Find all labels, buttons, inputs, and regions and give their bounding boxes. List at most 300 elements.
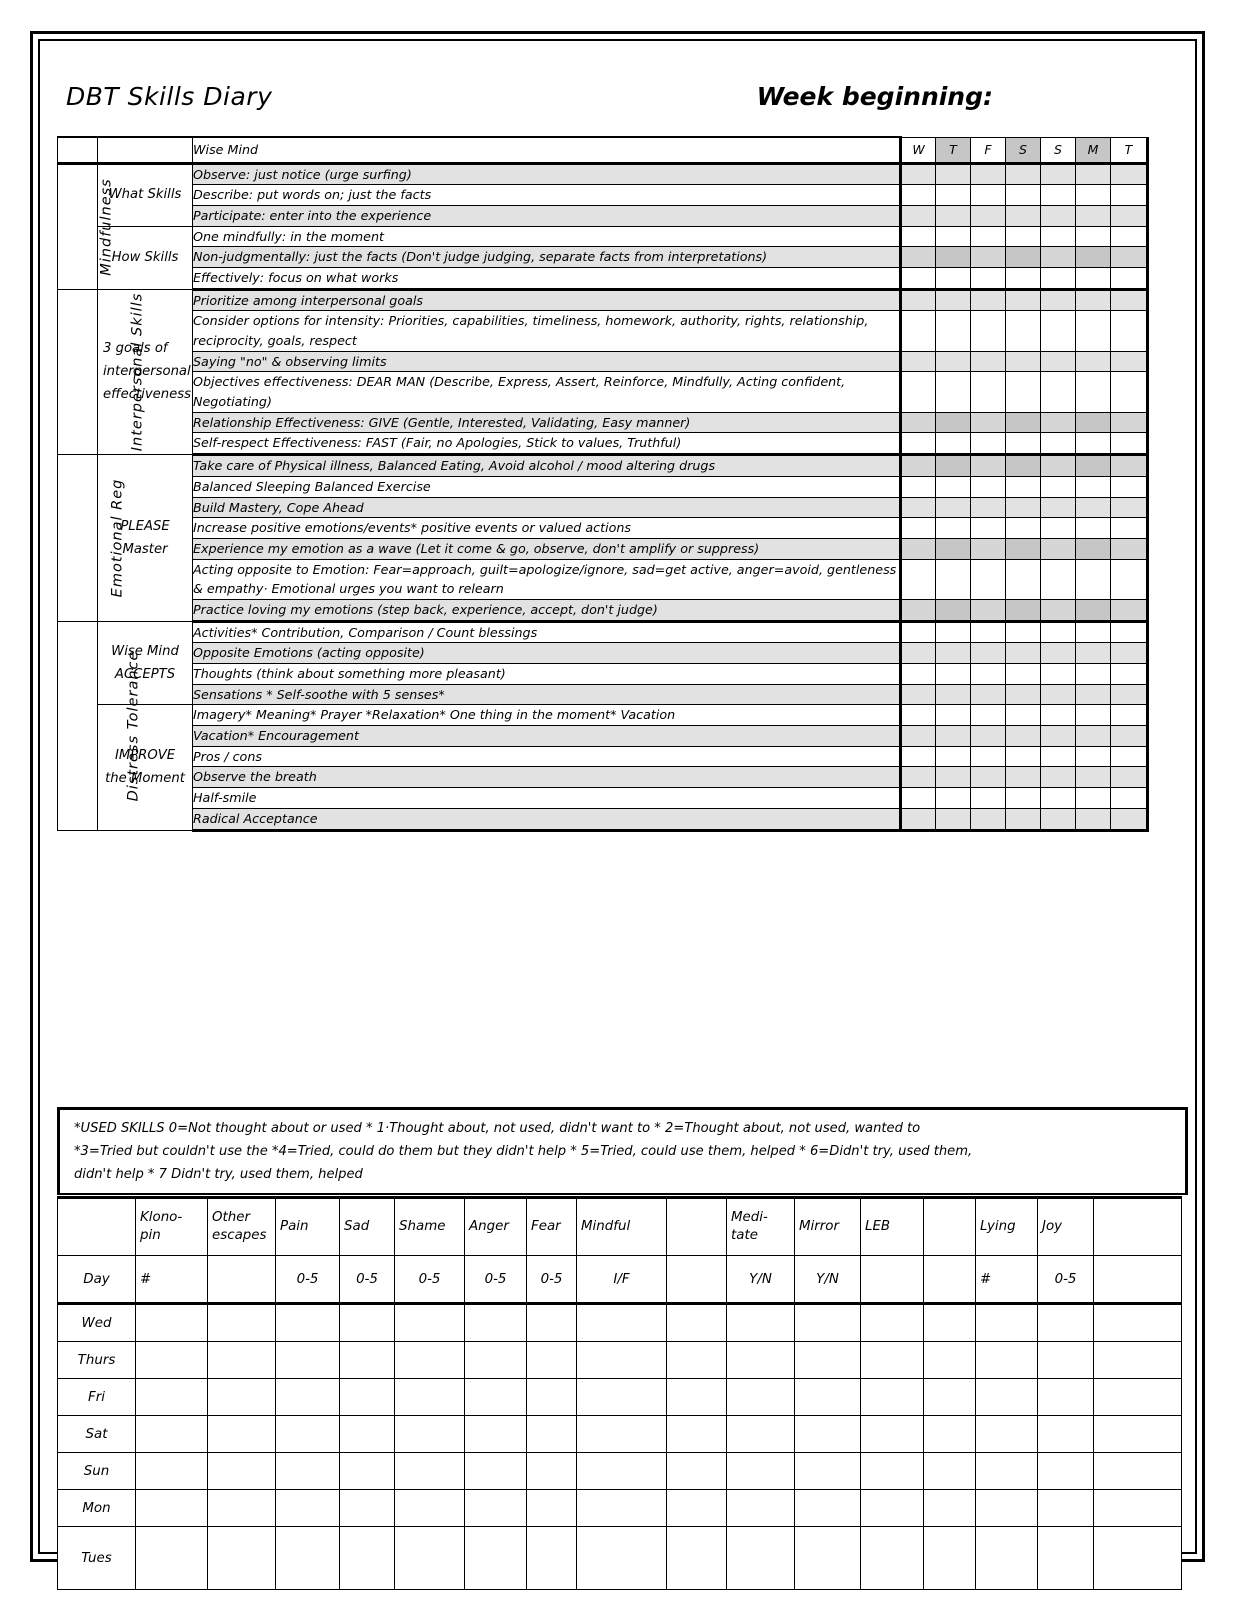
tracker-entry-cell[interactable]	[527, 1490, 577, 1527]
skill-day-cell[interactable]	[1006, 684, 1041, 705]
skill-day-cell[interactable]	[901, 226, 936, 247]
tracker-entry-cell[interactable]	[395, 1453, 465, 1490]
skill-day-cell[interactable]	[1111, 476, 1148, 497]
skill-day-cell[interactable]	[971, 412, 1006, 433]
tracker-entry-cell[interactable]	[1094, 1304, 1182, 1342]
skill-day-cell[interactable]	[901, 643, 936, 664]
skill-day-cell[interactable]	[1006, 372, 1041, 412]
skill-day-cell[interactable]	[901, 163, 936, 185]
tracker-entry-cell[interactable]	[340, 1453, 395, 1490]
skill-day-cell[interactable]	[1006, 726, 1041, 747]
skill-day-cell[interactable]	[971, 726, 1006, 747]
skill-day-cell[interactable]	[1076, 599, 1111, 621]
skill-day-cell[interactable]	[1076, 705, 1111, 726]
tracker-entry-cell[interactable]	[527, 1527, 577, 1590]
skill-day-cell[interactable]	[971, 518, 1006, 539]
skill-day-cell[interactable]	[1041, 621, 1076, 643]
skill-day-cell[interactable]	[971, 767, 1006, 788]
skill-day-cell[interactable]	[901, 205, 936, 226]
tracker-entry-cell[interactable]	[465, 1453, 527, 1490]
tracker-entry-cell[interactable]	[208, 1379, 276, 1416]
tracker-entry-cell[interactable]	[924, 1304, 976, 1342]
tracker-entry-cell[interactable]	[667, 1342, 727, 1379]
skill-day-cell[interactable]	[1041, 311, 1076, 351]
tracker-entry-cell[interactable]	[208, 1416, 276, 1453]
skill-day-cell[interactable]	[971, 621, 1006, 643]
skill-day-cell[interactable]	[1111, 267, 1148, 289]
skill-day-cell[interactable]	[1041, 476, 1076, 497]
tracker-entry-cell[interactable]	[395, 1490, 465, 1527]
skill-day-cell[interactable]	[936, 267, 971, 289]
skill-day-cell[interactable]	[1041, 433, 1076, 455]
skill-day-cell[interactable]	[1076, 433, 1111, 455]
tracker-entry-cell[interactable]	[465, 1342, 527, 1379]
skill-day-cell[interactable]	[1041, 247, 1076, 268]
skill-day-cell[interactable]	[971, 808, 1006, 830]
skill-day-cell[interactable]	[901, 559, 936, 599]
tracker-entry-cell[interactable]	[276, 1416, 340, 1453]
skill-day-cell[interactable]	[1006, 746, 1041, 767]
skill-day-cell[interactable]	[901, 185, 936, 206]
skill-day-cell[interactable]	[901, 664, 936, 685]
skill-day-cell[interactable]	[1006, 476, 1041, 497]
tracker-entry-cell[interactable]	[727, 1527, 795, 1590]
skill-day-cell[interactable]	[901, 788, 936, 809]
tracker-entry-cell[interactable]	[1094, 1527, 1182, 1590]
tracker-entry-cell[interactable]	[1038, 1416, 1094, 1453]
tracker-entry-cell[interactable]	[667, 1490, 727, 1527]
skill-day-cell[interactable]	[936, 788, 971, 809]
skill-day-cell[interactable]	[1076, 726, 1111, 747]
skill-day-cell[interactable]	[901, 538, 936, 559]
skill-day-cell[interactable]	[936, 559, 971, 599]
tracker-entry-cell[interactable]	[1038, 1453, 1094, 1490]
skill-day-cell[interactable]	[1006, 185, 1041, 206]
skill-day-cell[interactable]	[1006, 497, 1041, 518]
skill-day-cell[interactable]	[936, 538, 971, 559]
skill-day-cell[interactable]	[1041, 767, 1076, 788]
skill-day-cell[interactable]	[1041, 746, 1076, 767]
skill-day-cell[interactable]	[1006, 455, 1041, 477]
tracker-entry-cell[interactable]	[465, 1304, 527, 1342]
skill-day-cell[interactable]	[1041, 163, 1076, 185]
tracker-entry-cell[interactable]	[208, 1304, 276, 1342]
skill-day-cell[interactable]	[1111, 497, 1148, 518]
skill-day-cell[interactable]	[901, 599, 936, 621]
skill-day-cell[interactable]	[1006, 247, 1041, 268]
skill-day-cell[interactable]	[1111, 664, 1148, 685]
tracker-entry-cell[interactable]	[395, 1527, 465, 1590]
tracker-entry-cell[interactable]	[577, 1379, 667, 1416]
skill-day-cell[interactable]	[1111, 311, 1148, 351]
skill-day-cell[interactable]	[936, 476, 971, 497]
skill-day-cell[interactable]	[1041, 538, 1076, 559]
tracker-entry-cell[interactable]	[136, 1304, 208, 1342]
skill-day-cell[interactable]	[971, 163, 1006, 185]
tracker-entry-cell[interactable]	[527, 1416, 577, 1453]
tracker-entry-cell[interactable]	[1038, 1490, 1094, 1527]
skill-day-cell[interactable]	[936, 746, 971, 767]
skill-day-cell[interactable]	[1076, 684, 1111, 705]
skill-day-cell[interactable]	[901, 684, 936, 705]
tracker-entry-cell[interactable]	[577, 1342, 667, 1379]
skill-day-cell[interactable]	[1111, 538, 1148, 559]
skill-day-cell[interactable]	[1111, 351, 1148, 372]
skill-day-cell[interactable]	[1006, 351, 1041, 372]
skill-day-cell[interactable]	[1111, 247, 1148, 268]
skill-day-cell[interactable]	[1076, 351, 1111, 372]
skill-day-cell[interactable]	[1041, 205, 1076, 226]
tracker-entry-cell[interactable]	[577, 1527, 667, 1590]
tracker-entry-cell[interactable]	[136, 1453, 208, 1490]
skill-day-cell[interactable]	[1006, 267, 1041, 289]
skill-day-cell[interactable]	[936, 621, 971, 643]
tracker-entry-cell[interactable]	[1038, 1527, 1094, 1590]
skill-day-cell[interactable]	[1006, 311, 1041, 351]
skill-day-cell[interactable]	[1041, 726, 1076, 747]
skill-day-cell[interactable]	[936, 767, 971, 788]
skill-day-cell[interactable]	[1076, 621, 1111, 643]
skill-day-cell[interactable]	[936, 311, 971, 351]
skill-day-cell[interactable]	[1076, 767, 1111, 788]
skill-day-cell[interactable]	[1041, 559, 1076, 599]
skill-day-cell[interactable]	[1041, 267, 1076, 289]
skill-day-cell[interactable]	[1111, 185, 1148, 206]
tracker-entry-cell[interactable]	[861, 1416, 924, 1453]
skill-day-cell[interactable]	[901, 621, 936, 643]
tracker-entry-cell[interactable]	[976, 1490, 1038, 1527]
tracker-entry-cell[interactable]	[667, 1304, 727, 1342]
skill-day-cell[interactable]	[1006, 412, 1041, 433]
skill-day-cell[interactable]	[1111, 643, 1148, 664]
skill-day-cell[interactable]	[971, 746, 1006, 767]
tracker-entry-cell[interactable]	[1094, 1453, 1182, 1490]
skill-day-cell[interactable]	[1006, 518, 1041, 539]
skill-day-cell[interactable]	[971, 289, 1006, 311]
skill-day-cell[interactable]	[936, 226, 971, 247]
skill-day-cell[interactable]	[1076, 788, 1111, 809]
skill-day-cell[interactable]	[1111, 705, 1148, 726]
skill-day-cell[interactable]	[901, 518, 936, 539]
skill-day-cell[interactable]	[971, 788, 1006, 809]
skill-day-cell[interactable]	[971, 311, 1006, 351]
tracker-entry-cell[interactable]	[465, 1490, 527, 1527]
skill-day-cell[interactable]	[1076, 559, 1111, 599]
skill-day-cell[interactable]	[1006, 788, 1041, 809]
skill-day-cell[interactable]	[971, 705, 1006, 726]
skill-day-cell[interactable]	[936, 684, 971, 705]
skill-day-cell[interactable]	[1111, 205, 1148, 226]
tracker-entry-cell[interactable]	[861, 1453, 924, 1490]
tracker-entry-cell[interactable]	[276, 1379, 340, 1416]
skill-day-cell[interactable]	[936, 247, 971, 268]
tracker-entry-cell[interactable]	[727, 1304, 795, 1342]
skill-day-cell[interactable]	[901, 497, 936, 518]
skill-day-cell[interactable]	[1111, 559, 1148, 599]
tracker-entry-cell[interactable]	[527, 1453, 577, 1490]
tracker-entry-cell[interactable]	[1038, 1379, 1094, 1416]
tracker-entry-cell[interactable]	[276, 1304, 340, 1342]
tracker-entry-cell[interactable]	[861, 1490, 924, 1527]
skill-day-cell[interactable]	[1041, 412, 1076, 433]
tracker-entry-cell[interactable]	[465, 1527, 527, 1590]
tracker-entry-cell[interactable]	[795, 1416, 861, 1453]
skill-day-cell[interactable]	[1006, 433, 1041, 455]
tracker-entry-cell[interactable]	[924, 1453, 976, 1490]
tracker-entry-cell[interactable]	[924, 1527, 976, 1590]
tracker-entry-cell[interactable]	[136, 1490, 208, 1527]
skill-day-cell[interactable]	[1076, 538, 1111, 559]
skill-day-cell[interactable]	[1111, 433, 1148, 455]
tracker-entry-cell[interactable]	[795, 1379, 861, 1416]
tracker-entry-cell[interactable]	[577, 1490, 667, 1527]
tracker-entry-cell[interactable]	[577, 1416, 667, 1453]
tracker-entry-cell[interactable]	[395, 1342, 465, 1379]
skill-day-cell[interactable]	[901, 372, 936, 412]
tracker-entry-cell[interactable]	[276, 1342, 340, 1379]
skill-day-cell[interactable]	[1076, 247, 1111, 268]
skill-day-cell[interactable]	[1076, 267, 1111, 289]
skill-day-cell[interactable]	[1111, 599, 1148, 621]
skill-day-cell[interactable]	[971, 351, 1006, 372]
tracker-entry-cell[interactable]	[340, 1304, 395, 1342]
tracker-entry-cell[interactable]	[395, 1304, 465, 1342]
skill-day-cell[interactable]	[1076, 205, 1111, 226]
skill-day-cell[interactable]	[1041, 226, 1076, 247]
tracker-entry-cell[interactable]	[976, 1453, 1038, 1490]
skill-day-cell[interactable]	[1041, 185, 1076, 206]
tracker-entry-cell[interactable]	[861, 1527, 924, 1590]
tracker-entry-cell[interactable]	[1094, 1342, 1182, 1379]
skill-day-cell[interactable]	[1041, 351, 1076, 372]
skill-day-cell[interactable]	[1076, 163, 1111, 185]
skill-day-cell[interactable]	[1111, 412, 1148, 433]
skill-day-cell[interactable]	[901, 351, 936, 372]
skill-day-cell[interactable]	[1041, 455, 1076, 477]
skill-day-cell[interactable]	[1041, 643, 1076, 664]
skill-day-cell[interactable]	[1076, 746, 1111, 767]
tracker-entry-cell[interactable]	[667, 1453, 727, 1490]
skill-day-cell[interactable]	[1006, 163, 1041, 185]
skill-day-cell[interactable]	[1006, 226, 1041, 247]
skill-day-cell[interactable]	[936, 808, 971, 830]
skill-day-cell[interactable]	[1076, 289, 1111, 311]
skill-day-cell[interactable]	[936, 726, 971, 747]
tracker-entry-cell[interactable]	[976, 1527, 1038, 1590]
tracker-entry-cell[interactable]	[577, 1453, 667, 1490]
skill-day-cell[interactable]	[1111, 372, 1148, 412]
skill-day-cell[interactable]	[971, 226, 1006, 247]
tracker-entry-cell[interactable]	[340, 1490, 395, 1527]
tracker-entry-cell[interactable]	[465, 1416, 527, 1453]
skill-day-cell[interactable]	[971, 433, 1006, 455]
tracker-entry-cell[interactable]	[976, 1379, 1038, 1416]
tracker-entry-cell[interactable]	[924, 1416, 976, 1453]
skill-day-cell[interactable]	[901, 433, 936, 455]
skill-day-cell[interactable]	[971, 599, 1006, 621]
tracker-entry-cell[interactable]	[395, 1416, 465, 1453]
skill-day-cell[interactable]	[1111, 746, 1148, 767]
skill-day-cell[interactable]	[901, 311, 936, 351]
tracker-entry-cell[interactable]	[465, 1379, 527, 1416]
skill-day-cell[interactable]	[1111, 289, 1148, 311]
tracker-entry-cell[interactable]	[340, 1416, 395, 1453]
tracker-entry-cell[interactable]	[924, 1379, 976, 1416]
tracker-entry-cell[interactable]	[395, 1379, 465, 1416]
skill-day-cell[interactable]	[1006, 205, 1041, 226]
skill-day-cell[interactable]	[1111, 767, 1148, 788]
skill-day-cell[interactable]	[936, 705, 971, 726]
tracker-entry-cell[interactable]	[136, 1527, 208, 1590]
skill-day-cell[interactable]	[901, 267, 936, 289]
skill-day-cell[interactable]	[1076, 412, 1111, 433]
skill-day-cell[interactable]	[901, 705, 936, 726]
skill-day-cell[interactable]	[971, 476, 1006, 497]
skill-day-cell[interactable]	[1111, 163, 1148, 185]
skill-day-cell[interactable]	[1111, 455, 1148, 477]
tracker-entry-cell[interactable]	[976, 1416, 1038, 1453]
tracker-entry-cell[interactable]	[208, 1342, 276, 1379]
skill-day-cell[interactable]	[971, 664, 1006, 685]
skill-day-cell[interactable]	[936, 163, 971, 185]
tracker-entry-cell[interactable]	[976, 1342, 1038, 1379]
skill-day-cell[interactable]	[1076, 476, 1111, 497]
skill-day-cell[interactable]	[901, 412, 936, 433]
skill-day-cell[interactable]	[1076, 372, 1111, 412]
skill-day-cell[interactable]	[936, 289, 971, 311]
skill-day-cell[interactable]	[1111, 684, 1148, 705]
skill-day-cell[interactable]	[1006, 808, 1041, 830]
skill-day-cell[interactable]	[971, 455, 1006, 477]
tracker-entry-cell[interactable]	[795, 1304, 861, 1342]
skill-day-cell[interactable]	[1006, 559, 1041, 599]
skill-day-cell[interactable]	[1041, 684, 1076, 705]
skill-day-cell[interactable]	[971, 185, 1006, 206]
tracker-entry-cell[interactable]	[667, 1379, 727, 1416]
tracker-entry-cell[interactable]	[795, 1527, 861, 1590]
tracker-entry-cell[interactable]	[1038, 1304, 1094, 1342]
skill-day-cell[interactable]	[1111, 518, 1148, 539]
tracker-entry-cell[interactable]	[276, 1527, 340, 1590]
skill-day-cell[interactable]	[936, 205, 971, 226]
skill-day-cell[interactable]	[1041, 599, 1076, 621]
skill-day-cell[interactable]	[936, 455, 971, 477]
skill-day-cell[interactable]	[971, 538, 1006, 559]
skill-day-cell[interactable]	[901, 726, 936, 747]
skill-day-cell[interactable]	[901, 767, 936, 788]
tracker-entry-cell[interactable]	[136, 1416, 208, 1453]
tracker-entry-cell[interactable]	[667, 1527, 727, 1590]
skill-day-cell[interactable]	[901, 247, 936, 268]
skill-day-cell[interactable]	[1041, 808, 1076, 830]
tracker-entry-cell[interactable]	[1094, 1490, 1182, 1527]
skill-day-cell[interactable]	[936, 599, 971, 621]
skill-day-cell[interactable]	[936, 643, 971, 664]
skill-day-cell[interactable]	[936, 412, 971, 433]
skill-day-cell[interactable]	[1076, 643, 1111, 664]
tracker-entry-cell[interactable]	[727, 1416, 795, 1453]
tracker-entry-cell[interactable]	[340, 1379, 395, 1416]
tracker-entry-cell[interactable]	[340, 1342, 395, 1379]
skill-day-cell[interactable]	[936, 433, 971, 455]
tracker-entry-cell[interactable]	[1094, 1416, 1182, 1453]
skill-day-cell[interactable]	[1111, 808, 1148, 830]
tracker-entry-cell[interactable]	[208, 1527, 276, 1590]
skill-day-cell[interactable]	[901, 455, 936, 477]
skill-day-cell[interactable]	[1076, 311, 1111, 351]
skill-day-cell[interactable]	[1076, 185, 1111, 206]
skill-day-cell[interactable]	[1006, 767, 1041, 788]
tracker-entry-cell[interactable]	[795, 1453, 861, 1490]
tracker-entry-cell[interactable]	[1094, 1379, 1182, 1416]
tracker-entry-cell[interactable]	[924, 1490, 976, 1527]
skill-day-cell[interactable]	[1006, 621, 1041, 643]
skill-day-cell[interactable]	[1006, 289, 1041, 311]
skill-day-cell[interactable]	[1076, 226, 1111, 247]
tracker-entry-cell[interactable]	[276, 1490, 340, 1527]
skill-day-cell[interactable]	[1006, 538, 1041, 559]
skill-day-cell[interactable]	[1041, 705, 1076, 726]
skill-day-cell[interactable]	[1076, 455, 1111, 477]
skill-day-cell[interactable]	[901, 808, 936, 830]
skill-day-cell[interactable]	[1076, 497, 1111, 518]
tracker-entry-cell[interactable]	[795, 1342, 861, 1379]
skill-day-cell[interactable]	[936, 185, 971, 206]
skill-day-cell[interactable]	[901, 289, 936, 311]
skill-day-cell[interactable]	[971, 643, 1006, 664]
skill-day-cell[interactable]	[936, 664, 971, 685]
tracker-entry-cell[interactable]	[527, 1342, 577, 1379]
tracker-entry-cell[interactable]	[667, 1416, 727, 1453]
skill-day-cell[interactable]	[1111, 726, 1148, 747]
tracker-entry-cell[interactable]	[795, 1490, 861, 1527]
tracker-entry-cell[interactable]	[276, 1453, 340, 1490]
skill-day-cell[interactable]	[936, 518, 971, 539]
skill-day-cell[interactable]	[971, 372, 1006, 412]
skill-day-cell[interactable]	[971, 684, 1006, 705]
skill-day-cell[interactable]	[901, 476, 936, 497]
skill-day-cell[interactable]	[1006, 599, 1041, 621]
tracker-entry-cell[interactable]	[340, 1527, 395, 1590]
skill-day-cell[interactable]	[971, 205, 1006, 226]
skill-day-cell[interactable]	[936, 497, 971, 518]
skill-day-cell[interactable]	[1041, 289, 1076, 311]
skill-day-cell[interactable]	[936, 351, 971, 372]
tracker-entry-cell[interactable]	[136, 1379, 208, 1416]
skill-day-cell[interactable]	[1041, 664, 1076, 685]
skill-day-cell[interactable]	[901, 746, 936, 767]
tracker-entry-cell[interactable]	[727, 1342, 795, 1379]
skill-day-cell[interactable]	[1076, 518, 1111, 539]
skill-day-cell[interactable]	[1076, 808, 1111, 830]
tracker-entry-cell[interactable]	[577, 1304, 667, 1342]
tracker-entry-cell[interactable]	[727, 1490, 795, 1527]
skill-day-cell[interactable]	[971, 559, 1006, 599]
skill-day-cell[interactable]	[1111, 621, 1148, 643]
tracker-entry-cell[interactable]	[861, 1379, 924, 1416]
tracker-entry-cell[interactable]	[861, 1304, 924, 1342]
tracker-entry-cell[interactable]	[861, 1342, 924, 1379]
skill-day-cell[interactable]	[971, 247, 1006, 268]
tracker-entry-cell[interactable]	[976, 1304, 1038, 1342]
skill-day-cell[interactable]	[1076, 664, 1111, 685]
skill-day-cell[interactable]	[1006, 643, 1041, 664]
skill-day-cell[interactable]	[1041, 788, 1076, 809]
skill-day-cell[interactable]	[1111, 226, 1148, 247]
tracker-entry-cell[interactable]	[208, 1490, 276, 1527]
skill-day-cell[interactable]	[971, 267, 1006, 289]
tracker-entry-cell[interactable]	[727, 1379, 795, 1416]
